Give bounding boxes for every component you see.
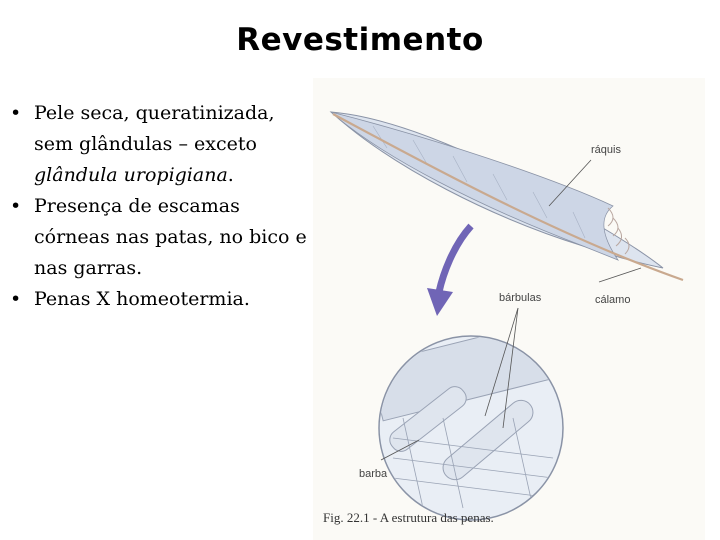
bullet-item	[8, 191, 318, 284]
label-raquis: ráquis	[591, 144, 621, 156]
bullet-icon: •	[10, 288, 22, 310]
bullet-list	[8, 98, 318, 315]
arrow-head-icon	[427, 288, 453, 316]
bullet-icon: •	[10, 102, 22, 124]
feather-vane-lower	[331, 112, 618, 260]
bullet-text: Pele seca, queratinizada, sem glândulas – exceto	[34, 102, 275, 155]
slide-title: Revestimento	[236, 22, 484, 58]
label-barba: barba	[359, 468, 388, 480]
figure-caption: Fig. 22.1 - A estrutura das penas.	[323, 510, 494, 525]
arrow-icon	[439, 226, 471, 292]
bullet-item	[8, 284, 318, 315]
bullet-item	[8, 98, 318, 191]
label-calamo: cálamo	[595, 294, 631, 306]
bullet-italic-text: glândula uropigiana	[34, 164, 228, 186]
bullet-tail: .	[227, 164, 234, 186]
feather-figure	[313, 78, 705, 540]
bullet-text: Presença de escamas córneas nas patas, no bico e nas garras.	[34, 195, 307, 279]
label-barbulas: bárbulas	[499, 292, 542, 304]
bullet-icon: •	[10, 195, 22, 217]
bullet-text: Penas X homeotermia.	[34, 288, 250, 310]
